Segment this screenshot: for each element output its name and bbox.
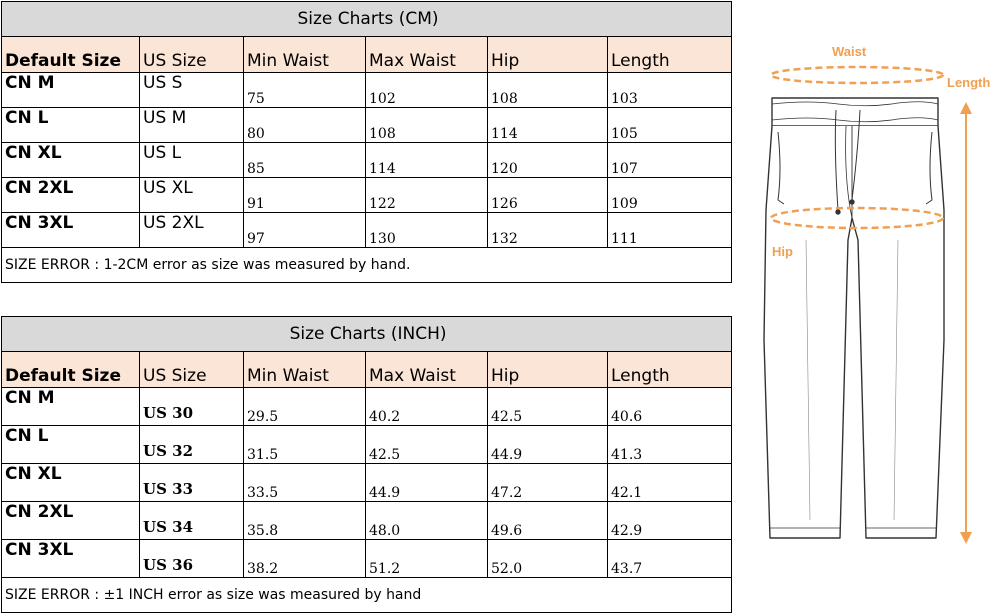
cell-length: 40.6 — [608, 388, 732, 426]
cell-max-waist: 130 — [366, 213, 488, 248]
cell-max-waist: 51.2 — [366, 540, 488, 578]
cell-min-waist: 35.8 — [244, 502, 366, 540]
table-row — [2, 178, 732, 213]
pants-outline — [764, 98, 944, 538]
cell-us-size: US 36 — [140, 540, 244, 578]
size-chart-cm — [1, 1, 732, 283]
cell-hip: 126 — [488, 178, 608, 213]
cell-default-size: CN 3XL — [2, 540, 140, 578]
cell-hip: 49.6 — [488, 502, 608, 540]
cell-hip: 47.2 — [488, 464, 608, 502]
table-row — [2, 426, 732, 464]
cell-hip: 44.9 — [488, 426, 608, 464]
header-row — [2, 37, 732, 73]
col-header-hip: Hip — [488, 352, 608, 388]
cell-min-waist: 38.2 — [244, 540, 366, 578]
length-label: Length — [947, 75, 991, 90]
cell-max-waist: 114 — [366, 143, 488, 178]
waist-measure-ellipse — [771, 67, 943, 83]
cell-length: 111 — [608, 213, 732, 248]
cell-default-size: CN L — [2, 426, 140, 464]
cell-length: 105 — [608, 108, 732, 143]
cell-length: 42.9 — [608, 502, 732, 540]
col-header-default-size: Default Size — [2, 37, 140, 73]
table-row — [2, 502, 732, 540]
cell-max-waist: 48.0 — [366, 502, 488, 540]
cell-max-waist: 42.5 — [366, 426, 488, 464]
cell-min-waist: 75 — [244, 73, 366, 108]
cell-default-size: CN 3XL — [2, 213, 140, 248]
cell-us-size: US 2XL — [140, 213, 244, 248]
table-row — [2, 213, 732, 248]
arrow-down-icon — [960, 532, 972, 544]
size-error-note: SIZE ERROR : 1-2CM error as size was measured by hand. — [2, 248, 732, 283]
col-header-us-size: US Size — [140, 37, 244, 73]
cell-min-waist: 85 — [244, 143, 366, 178]
table-row — [2, 143, 732, 178]
waist-label: Waist — [832, 44, 867, 59]
cell-hip: 132 — [488, 213, 608, 248]
cell-max-waist: 40.2 — [366, 388, 488, 426]
cell-default-size: CN 2XL — [2, 178, 140, 213]
cell-hip: 120 — [488, 143, 608, 178]
col-header-us-size: US Size — [140, 352, 244, 388]
cell-min-waist: 31.5 — [244, 426, 366, 464]
cell-us-size: US 33 — [140, 464, 244, 502]
cell-min-waist: 33.5 — [244, 464, 366, 502]
cell-max-waist: 108 — [366, 108, 488, 143]
col-header-min-waist: Min Waist — [244, 37, 366, 73]
col-header-length: Length — [608, 352, 732, 388]
cell-default-size: CN XL — [2, 143, 140, 178]
table-row — [2, 108, 732, 143]
cell-us-size: US M — [140, 108, 244, 143]
cell-us-size: US S — [140, 73, 244, 108]
header-row — [2, 352, 732, 388]
chart-title: Size Charts (INCH) — [2, 317, 732, 352]
cell-length: 103 — [608, 73, 732, 108]
cell-min-waist: 91 — [244, 178, 366, 213]
size-chart-inch — [1, 316, 732, 613]
table-row — [2, 540, 732, 578]
cell-hip: 42.5 — [488, 388, 608, 426]
cell-default-size: CN L — [2, 108, 140, 143]
chart-title: Size Charts (CM) — [2, 2, 732, 37]
cell-default-size: CN XL — [2, 464, 140, 502]
cell-us-size: US 34 — [140, 502, 244, 540]
col-header-default-size: Default Size — [2, 352, 140, 388]
cell-hip: 114 — [488, 108, 608, 143]
cell-hip: 108 — [488, 73, 608, 108]
cell-max-waist: 122 — [366, 178, 488, 213]
cell-min-waist: 29.5 — [244, 388, 366, 426]
cell-us-size: US XL — [140, 178, 244, 213]
col-header-length: Length — [608, 37, 732, 73]
cell-us-size: US 32 — [140, 426, 244, 464]
table-row — [2, 388, 732, 426]
cell-us-size: US L — [140, 143, 244, 178]
cell-length: 109 — [608, 178, 732, 213]
cell-max-waist: 102 — [366, 73, 488, 108]
hip-label: Hip — [772, 244, 793, 259]
cell-min-waist: 80 — [244, 108, 366, 143]
cell-max-waist: 44.9 — [366, 464, 488, 502]
cell-default-size: CN M — [2, 73, 140, 108]
cell-length: 42.1 — [608, 464, 732, 502]
table-row — [2, 464, 732, 502]
cell-us-size: US 30 — [140, 388, 244, 426]
pants-measurement-diagram — [748, 40, 998, 560]
arrow-up-icon — [960, 102, 972, 114]
table-row — [2, 73, 732, 108]
size-error-note: SIZE ERROR : ±1 INCH error as size was measured by hand — [2, 578, 732, 613]
col-header-max-waist: Max Waist — [366, 37, 488, 73]
col-header-max-waist: Max Waist — [366, 352, 488, 388]
cell-length: 41.3 — [608, 426, 732, 464]
cell-hip: 52.0 — [488, 540, 608, 578]
cell-min-waist: 97 — [244, 213, 366, 248]
cell-default-size: CN 2XL — [2, 502, 140, 540]
cell-default-size: CN M — [2, 388, 140, 426]
col-header-hip: Hip — [488, 37, 608, 73]
cell-length: 43.7 — [608, 540, 732, 578]
col-header-min-waist: Min Waist — [244, 352, 366, 388]
cell-length: 107 — [608, 143, 732, 178]
